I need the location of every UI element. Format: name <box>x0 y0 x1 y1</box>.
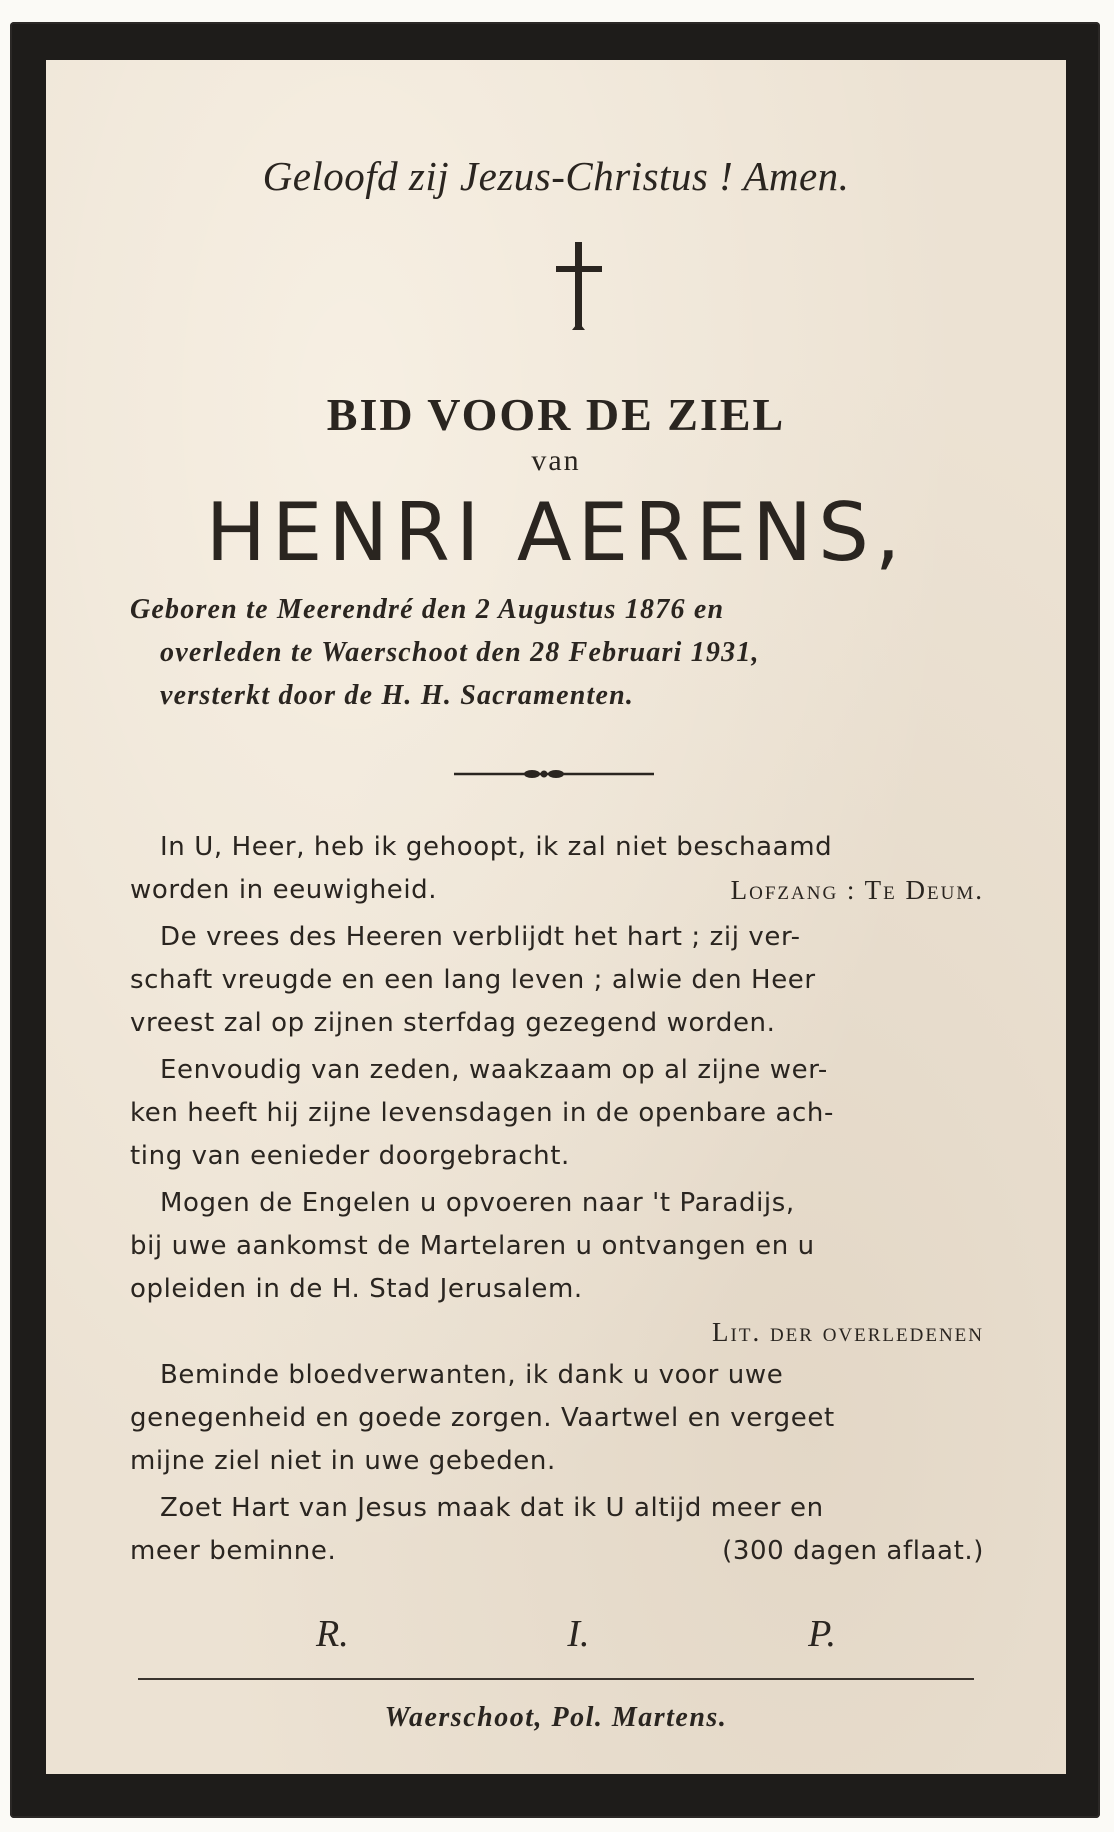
printer-imprint: Waerschoot, Pol. Martens. <box>384 1702 728 1733</box>
birth-death-details <box>130 588 1010 717</box>
text-line: opleiden in de H. Stad Jerusalem. <box>130 1274 583 1304</box>
van-label: van <box>531 444 581 477</box>
paragraph-5 <box>130 1354 1010 1483</box>
text-line: ken heeft hij zijne levensdagen in de openbare ach- <box>130 1098 834 1128</box>
text-line: Eenvoudig van zeden, waakzaam op al zijne wer- <box>160 1055 828 1085</box>
birth-line: Geboren te Meerendré den 2 Augustus 1876 en <box>130 594 725 625</box>
text-line: bij uwe aankomst de Martelaren u ontvangen en u <box>130 1231 815 1261</box>
text-line: schaft vreugde en een lang leven ; alwie den Heer <box>130 965 816 995</box>
text-line: De vrees des Heeren verblijdt het hart ; zij ver- <box>160 922 801 952</box>
paragraph-6 <box>130 1487 1010 1573</box>
source-reference: Lofzang : Te Deum. <box>730 875 984 905</box>
cross-icon <box>550 238 610 334</box>
text-line: genegenheid en goede zorgen. Vaartwel en vergeet <box>130 1403 835 1433</box>
indulgence-note: (300 dagen aflaat.) <box>722 1536 984 1566</box>
source-reference: Lit. der overledenen <box>712 1317 984 1347</box>
mourning-card-border <box>10 22 1100 1818</box>
ornamental-divider <box>454 764 654 784</box>
rip-letters <box>316 1612 836 1656</box>
text-line <box>130 1530 1010 1573</box>
text-line: mijne ziel niet in uwe gebeden. <box>130 1446 556 1476</box>
text-line: Beminde bloedverwanten, ik dank u voor uwe <box>160 1360 784 1390</box>
header-invocation: Geloofd zij Jezus-Christus ! Amen. <box>262 153 850 199</box>
rip-letter-p: P. <box>808 1613 836 1655</box>
text-line: vreest zal op zijnen sterfdag gezegend worden. <box>130 1008 776 1038</box>
footer-rule <box>138 1678 974 1680</box>
sacraments-line: versterkt door de H. H. Sacramenten. <box>160 680 635 711</box>
memorial-card <box>46 60 1066 1774</box>
paragraph-4 <box>130 1182 1010 1354</box>
text-fragment: worden in eeuwigheid. <box>130 875 438 905</box>
rip-letter-i: I. <box>567 1613 590 1655</box>
text-line <box>130 869 1010 912</box>
death-line: overleden te Waerschoot den 28 Februari 1931, <box>160 637 760 668</box>
deceased-name: HENRI AERENS, <box>205 486 907 579</box>
rip-letter-r: R. <box>316 1613 349 1655</box>
prayer-text <box>130 826 1010 1573</box>
paragraph-1 <box>130 826 1010 912</box>
paragraph-3 <box>130 1049 1010 1178</box>
text-fragment: meer beminne. <box>130 1536 337 1566</box>
paragraph-2 <box>130 916 1010 1045</box>
text-line: Zoet Hart van Jesus maak dat ik U altijd meer en <box>160 1493 824 1523</box>
text-line: In U, Heer, heb ik gehoopt, ik zal niet beschaamd <box>160 832 833 862</box>
text-line: Mogen de Engelen u opvoeren naar 't Paradijs, <box>160 1188 795 1218</box>
card-title: BID VOOR DE ZIEL <box>326 389 786 440</box>
text-line: ting van eenieder doorgebracht. <box>130 1141 570 1171</box>
